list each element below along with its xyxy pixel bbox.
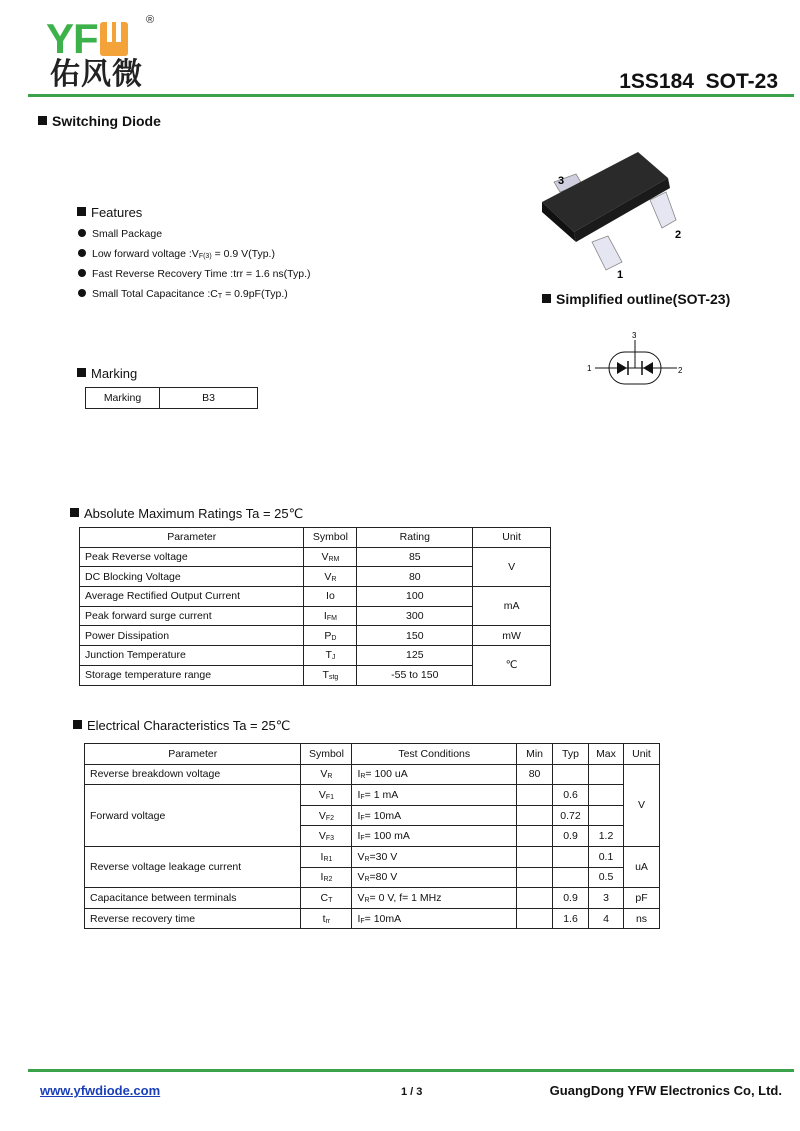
condition-cell: $V_R=80$ V: [352, 867, 517, 888]
product-type-text: Switching Diode: [52, 113, 161, 129]
symbol-cell: $I_{R1}$: [301, 846, 352, 867]
bullet-icon: [78, 249, 86, 257]
unit-cell: V: [623, 764, 659, 846]
typ-cell: 0.72: [553, 805, 589, 826]
param-cell: Power Dissipation: [80, 626, 304, 646]
table-header-row: [80, 528, 551, 548]
typ-cell: [553, 764, 589, 785]
unit-cell: uA: [623, 846, 659, 887]
company-logo: [46, 14, 158, 92]
symbol-cell: $V_{F3}$: [301, 826, 352, 847]
param-cell: Peak Reverse voltage: [80, 547, 304, 567]
param-cell: Junction Temperature: [80, 646, 304, 666]
table-row: [85, 908, 660, 929]
square-bullet-icon: [77, 368, 86, 377]
marking-label: Marking: [86, 388, 160, 409]
abs-max-heading: [70, 506, 303, 522]
symbol-cell: $V_R$: [301, 764, 352, 785]
bullet-icon: [78, 229, 86, 237]
param-cell: Storage temperature range: [80, 665, 304, 685]
param-cell: Reverse recovery time: [85, 908, 301, 929]
company-name: GuangDong YFW Electronics Co, Ltd.: [549, 1083, 782, 1098]
page-number: 1 / 3: [401, 1086, 423, 1098]
elec-title: Electrical Characteristics Ta = 25℃: [87, 718, 291, 733]
table-row: [80, 646, 551, 666]
feature-item: Fast Reverse Recovery Time :trr = 1.6 ns(Typ.): [78, 266, 311, 286]
symbol-cell: $V_{RM}$: [304, 547, 357, 567]
features-list: [78, 226, 311, 306]
logo-w-mark: [100, 22, 128, 56]
symbol-cell: $V_{F2}$: [301, 805, 352, 826]
param-cell: Average Rectified Output Current: [80, 587, 304, 607]
pin-label-3: 3: [558, 175, 565, 187]
features-heading: [77, 205, 142, 220]
header-unit: Unit: [473, 528, 551, 548]
param-cell: Capacitance between terminals: [85, 888, 301, 909]
feature-item: Small Total Capacitance $:C_T = 0.9pF(Typ.)$: [78, 286, 311, 306]
diode-schematic: [585, 330, 685, 390]
bullet-icon: [78, 289, 86, 297]
schematic-pin-1: 1: [587, 364, 592, 373]
logo-chinese-name: 佑风微: [50, 57, 143, 92]
condition-cell: $I_F= 10mA$: [352, 805, 517, 826]
marking-table: [85, 387, 258, 409]
rating-cell: 150: [357, 626, 473, 646]
header-divider: [28, 94, 794, 97]
rating-cell: -55 to 150: [357, 665, 473, 685]
unit-cell: ns: [623, 908, 659, 929]
symbol-cell: $V_{F1}$: [301, 785, 352, 806]
rating-cell: 300: [357, 606, 473, 626]
max-cell: 3: [589, 888, 624, 909]
schematic-pin-3: 3: [632, 331, 637, 340]
min-cell: [517, 785, 553, 806]
square-bullet-icon: [542, 294, 551, 303]
table-row: [85, 846, 660, 867]
table-row: [85, 888, 660, 909]
typ-cell: 1.6: [553, 908, 589, 929]
square-bullet-icon: [70, 508, 79, 517]
typ-cell: 0.9: [553, 826, 589, 847]
outline-title: Simplified outline(SOT-23): [556, 291, 731, 307]
header-symbol: Symbol: [304, 528, 357, 548]
min-cell: 80: [517, 764, 553, 785]
logo-letters: YF: [46, 15, 98, 62]
param-cell: Reverse voltage leakage current: [85, 846, 301, 887]
param-cell: Peak forward surge current: [80, 606, 304, 626]
header-min: Min: [517, 744, 553, 765]
rating-cell: 125: [357, 646, 473, 666]
table-row: [80, 626, 551, 646]
min-cell: [517, 846, 553, 867]
abs-max-table: [79, 527, 551, 686]
footer-divider: [28, 1069, 794, 1072]
sot23-package-image: [530, 150, 710, 285]
typ-cell: 0.9: [553, 888, 589, 909]
max-cell: 0.1: [589, 846, 624, 867]
condition-cell: $I_F= 1$ mA: [352, 785, 517, 806]
typ-cell: 0.6: [553, 785, 589, 806]
min-cell: [517, 908, 553, 929]
outline-heading: [542, 291, 730, 307]
document-title: 1SS184 SOT-23: [619, 70, 778, 93]
table-row: [80, 547, 551, 567]
condition-cell: $V_R= 0$ V, f= 1 MHz: [352, 888, 517, 909]
square-bullet-icon: [73, 720, 82, 729]
feature-item: Low forward voltage $:V_{F(3)} = 0.9$ V(Typ.): [78, 246, 311, 266]
condition-cell: $I_F= 10mA$: [352, 908, 517, 929]
max-cell: 1.2: [589, 826, 624, 847]
elec-heading: [73, 718, 290, 734]
max-cell: 4: [589, 908, 624, 929]
pin-label-1: 1: [617, 269, 624, 281]
header-parameter: Parameter: [85, 744, 301, 765]
typ-cell: [553, 867, 589, 888]
marking-heading: [77, 366, 137, 381]
header-unit: Unit: [623, 744, 659, 765]
header-max: Max: [589, 744, 624, 765]
symbol-cell: $t_{rr}$: [301, 908, 352, 929]
header-typ: Typ: [553, 744, 589, 765]
max-cell: [589, 764, 624, 785]
table-header-row: [85, 744, 660, 765]
table-row: [80, 587, 551, 607]
bullet-icon: [78, 269, 86, 277]
table-row: [85, 785, 660, 806]
abs-max-title: Absolute Maximum Ratings Ta = 25℃: [84, 506, 304, 521]
typ-cell: [553, 846, 589, 867]
marking-title: Marking: [91, 366, 138, 381]
min-cell: [517, 867, 553, 888]
square-bullet-icon: [77, 207, 86, 216]
header-rating: Rating: [357, 528, 473, 548]
symbol-cell: $V_R$: [304, 567, 357, 587]
symbol-cell: $T_{stg}$: [304, 665, 357, 685]
rating-cell: 85: [357, 547, 473, 567]
table-row: [85, 764, 660, 785]
website-link[interactable]: www.yfwdiode.com: [40, 1083, 161, 1098]
condition-cell: $V_R=30$ V: [352, 846, 517, 867]
schematic-pin-2: 2: [678, 366, 683, 375]
max-cell: [589, 785, 624, 806]
param-cell: DC Blocking Voltage: [80, 567, 304, 587]
min-cell: [517, 888, 553, 909]
marking-value: B3: [160, 388, 258, 409]
unit-cell: ℃: [473, 646, 551, 685]
min-cell: [517, 826, 553, 847]
condition-cell: $I_F= 100$ mA: [352, 826, 517, 847]
features-title: Features: [91, 205, 143, 220]
header-parameter: Parameter: [80, 528, 304, 548]
symbol-cell: $I_{R2}$: [301, 867, 352, 888]
registered-mark: ®: [146, 14, 155, 26]
symbol-cell: Io: [304, 587, 357, 607]
unit-cell: mW: [473, 626, 551, 646]
feature-item: Small Package: [78, 226, 311, 246]
condition-cell: $I_R= 100$ uA: [352, 764, 517, 785]
max-cell: 0.5: [589, 867, 624, 888]
header-symbol: Symbol: [301, 744, 352, 765]
max-cell: [589, 805, 624, 826]
unit-cell: pF: [623, 888, 659, 909]
elec-char-table: [84, 743, 660, 929]
symbol-cell: $T_J$: [304, 646, 357, 666]
product-type-heading: [38, 113, 161, 129]
min-cell: [517, 805, 553, 826]
unit-cell: mA: [473, 587, 551, 626]
unit-cell: V: [473, 547, 551, 586]
symbol-cell: $C_T$: [301, 888, 352, 909]
header-test-conditions: Test Conditions: [352, 744, 517, 765]
param-cell: Forward voltage: [85, 785, 301, 847]
rating-cell: 100: [357, 587, 473, 607]
square-bullet-icon: [38, 116, 47, 125]
symbol-cell: $I_{FM}$: [304, 606, 357, 626]
symbol-cell: $P_D$: [304, 626, 357, 646]
rating-cell: 80: [357, 567, 473, 587]
pin-label-2: 2: [675, 229, 682, 241]
param-cell: Reverse breakdown voltage: [85, 764, 301, 785]
